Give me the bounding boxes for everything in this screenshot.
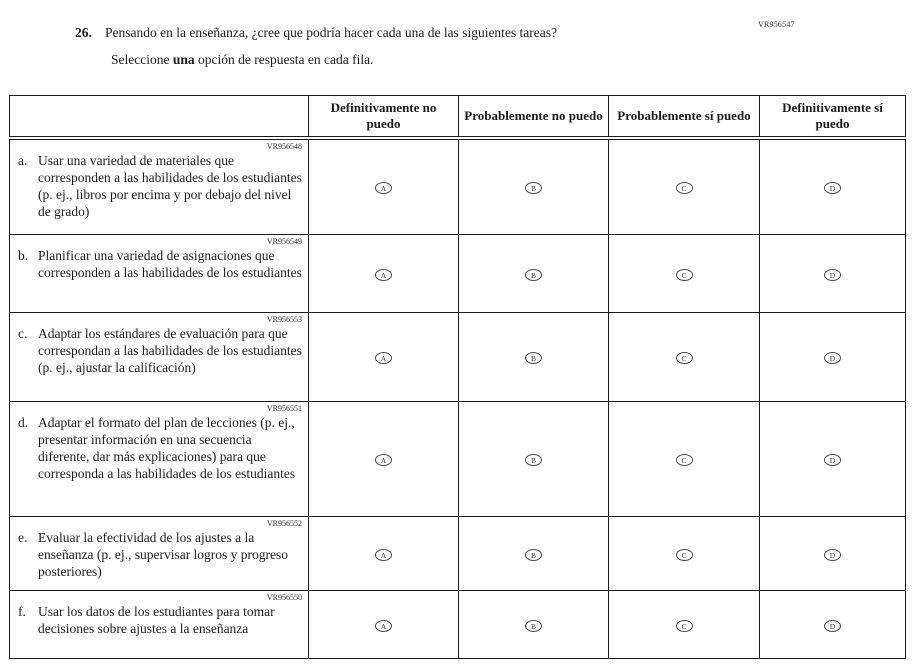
option-cell (609, 517, 760, 591)
instruction-pre: Seleccione (111, 52, 173, 67)
option-cell (309, 235, 459, 313)
option-bubble-b[interactable]: B (525, 454, 542, 466)
option-cell (459, 235, 609, 313)
item-cell (10, 313, 309, 402)
option-cell (459, 517, 609, 591)
option-cell (609, 402, 760, 517)
option-cell (760, 313, 906, 402)
item-text: Usar los datos de los estudiantes para tomar decisiones sobre ajustes a la enseñanza (38, 604, 275, 636)
item-letter: d. (18, 415, 29, 430)
column-header-definitivamente-no: Definitivamente no puedo (309, 96, 459, 138)
item-vr-code: VR956549 (266, 237, 302, 246)
option-cell (309, 402, 459, 517)
option-bubble-d[interactable]: D (824, 549, 841, 561)
question-26 (75, 24, 775, 68)
item-row-e (10, 517, 906, 591)
option-cell (309, 138, 459, 235)
option-bubble-b[interactable]: B (525, 549, 542, 561)
response-grid (9, 95, 906, 659)
item-cell (10, 235, 309, 313)
option-bubble-d[interactable]: D (824, 182, 841, 194)
option-bubble-c[interactable]: C (676, 269, 693, 281)
item-text: Planificar una variedad de asignaciones que corresponden a las habilidades de los estudiantes (38, 248, 302, 280)
option-bubble-b[interactable]: B (525, 620, 542, 632)
item-text-wrap (16, 247, 304, 281)
item-letter: e. (18, 530, 28, 545)
option-bubble-d[interactable]: D (824, 620, 841, 632)
option-bubble-d[interactable]: D (824, 352, 841, 364)
item-text-wrap (16, 152, 304, 220)
option-bubble-d[interactable]: D (824, 454, 841, 466)
item-vr-code: VR956548 (266, 141, 302, 151)
question-number: 26. (75, 25, 92, 40)
item-vr-code: VR956550 (266, 593, 302, 602)
option-bubble-c[interactable]: C (676, 620, 693, 632)
item-cell (10, 591, 309, 659)
header-stub-cell (10, 96, 309, 138)
option-bubble-a[interactable]: A (375, 182, 392, 194)
option-cell (459, 313, 609, 402)
option-cell (309, 517, 459, 591)
option-cell (309, 591, 459, 659)
option-cell (609, 138, 760, 235)
option-bubble-a[interactable]: A (375, 549, 392, 561)
option-bubble-a[interactable]: A (375, 269, 392, 281)
item-text-wrap (16, 414, 304, 482)
item-letter: f. (18, 604, 26, 619)
option-cell (609, 591, 760, 659)
option-bubble-b[interactable]: B (525, 182, 542, 194)
item-row-b (10, 235, 906, 313)
option-cell (459, 138, 609, 235)
option-bubble-a[interactable]: A (375, 620, 392, 632)
item-row-d (10, 402, 906, 517)
item-cell (10, 517, 309, 591)
item-vr-code: VR956551 (266, 404, 302, 413)
option-cell (459, 402, 609, 517)
option-bubble-b[interactable]: B (525, 352, 542, 364)
option-bubble-c[interactable]: C (676, 454, 693, 466)
item-text: Adaptar el formato del plan de lecciones (p. ej., presentar información en una secuencia diferente, dar más explicaciones) para que corresponda a las habilidades de los estudiantes (38, 415, 296, 481)
option-cell (760, 138, 906, 235)
option-cell (309, 313, 459, 402)
item-cell (10, 402, 309, 517)
option-bubble-b[interactable]: B (525, 269, 542, 281)
option-bubble-a[interactable]: A (375, 454, 392, 466)
column-header-probablemente-no: Probablemente no puedo (459, 96, 609, 138)
option-cell (459, 591, 609, 659)
option-bubble-c[interactable]: C (676, 549, 693, 561)
option-cell (609, 235, 760, 313)
instruction-bold: una (172, 52, 195, 67)
item-letter: a. (18, 152, 28, 168)
item-vr-code: VR956552 (266, 519, 302, 528)
question-text: Pensando en la enseñanza, ¿cree que podría hacer cada una de las siguientes tareas? (105, 25, 558, 40)
item-cell (10, 138, 309, 235)
instruction-post: opción de respuesta en cada fila. (194, 52, 374, 67)
column-header-probablemente-si: Probablemente sí puedo (609, 96, 760, 138)
item-text-wrap (16, 529, 304, 580)
question-instruction (111, 51, 775, 68)
item-text: Adaptar los estándares de evaluación para que correspondan a las habilidades de los estudiantes (p. ej., ajustar la calificación) (38, 326, 302, 375)
item-text: Evaluar la efectividad de los ajustes a la enseñanza (p. ej., supervisar logros y progreso posteriores) (38, 530, 289, 579)
option-bubble-c[interactable]: C (676, 352, 693, 364)
item-letter: c. (18, 326, 28, 341)
column-header-definitivamente-si: Definitivamente sí puedo (760, 96, 906, 138)
option-cell (760, 235, 906, 313)
option-cell (760, 591, 906, 659)
option-cell (609, 313, 760, 402)
form-code: VR956547 (758, 20, 795, 29)
option-bubble-a[interactable]: A (375, 352, 392, 364)
item-vr-code: VR956553 (266, 315, 302, 324)
item-letter: b. (18, 248, 29, 263)
option-cell (760, 517, 906, 591)
option-bubble-c[interactable]: C (676, 182, 693, 194)
item-row-f (10, 591, 906, 659)
item-text-wrap (16, 603, 304, 637)
item-text-wrap (16, 325, 304, 376)
item-text: Usar una variedad de materiales que corresponden a las habilidades de los estudiantes (p. ej., libros por encima y por debajo del nivel de grado) (38, 152, 302, 219)
item-row-c (10, 313, 906, 402)
option-bubble-d[interactable]: D (824, 269, 841, 281)
item-row-a (10, 138, 906, 235)
header-row (10, 96, 906, 138)
option-cell (760, 402, 906, 517)
